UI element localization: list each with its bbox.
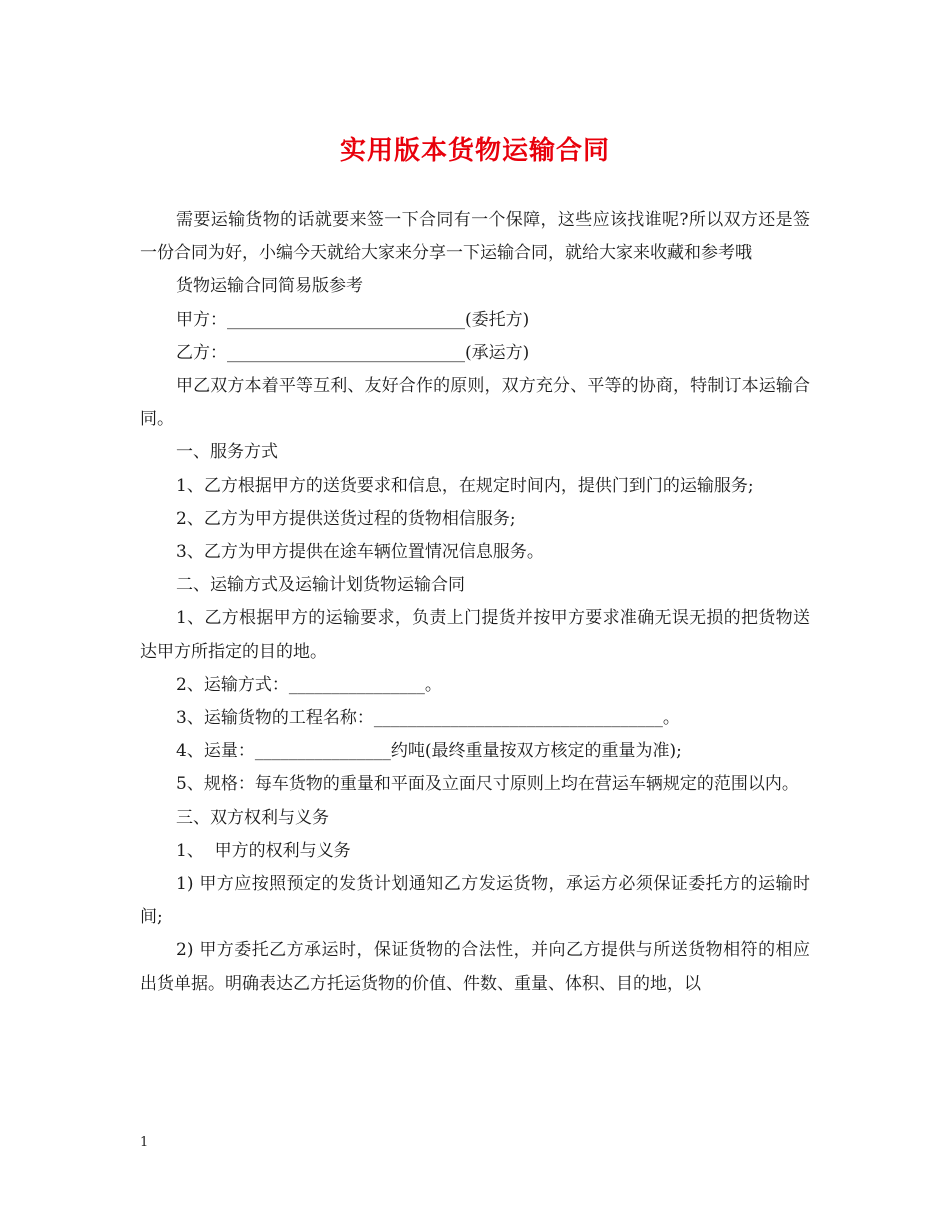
paragraph-principles: 甲乙双方本着平等互利、友好合作的原则，双方充分、平等的协商，特制订本运输合同。 <box>140 376 810 430</box>
transport-item-5: 5、规格：每车货物的重量和平面及立面尺寸原则上均在营运车辆规定的范围以内。 <box>176 774 799 795</box>
service-item-1: 1、乙方根据甲方的送货要求和信息，在规定时间内，提供门到门的运输服务; <box>176 475 754 496</box>
paragraph-subtitle: 货物运输合同简易版参考 <box>176 276 363 297</box>
transport-item-1: 1、乙方根据甲方的运输要求，负责上门提货并按甲方要求准确无误无损的把货物送达甲方所指定的目的地。 <box>140 608 810 662</box>
section-heading-service: 一、服务方式 <box>176 442 278 463</box>
section-heading-rights: 三、双方权利与义务 <box>176 807 329 828</box>
page-number: 1 <box>140 1135 149 1150</box>
paragraph-intro: 需要运输货物的话就要来签一下合同有一个保障，这些应该找谁呢?所以双方还是签一份合同为好，小编今天就给大家来分享一下运输合同，就给大家来收藏和参考哦 <box>140 210 810 264</box>
document-body <box>140 204 810 1001</box>
service-item-3: 3、乙方为甲方提供在途车辆位置情况信息服务。 <box>176 542 544 563</box>
rights-item-1: 1) 甲方应按照预定的发货计划通知乙方发运货物，承运方必须保证委托方的运输时间; <box>140 874 810 928</box>
party-b-line: 乙方：____________________________(承运方) <box>176 342 530 363</box>
party-a-line: 甲方：____________________________(委托方) <box>176 309 530 330</box>
transport-item-4: 4、运量：________________约吨(最终重量按双方核定的重量为准); <box>176 741 682 762</box>
transport-item-2: 2、运输方式：________________。 <box>176 674 442 695</box>
transport-item-3: 3、运输货物的工程名称：__________________________________。 <box>176 708 680 729</box>
service-item-2: 2、乙方为甲方提供送货过程的货物相信服务; <box>176 508 516 529</box>
rights-item-2: 2) 甲方委托乙方承运时，保证货物的合法性，并向乙方提供与所送货物相符的相应出货单据。明确表达乙方托运货物的价值、件数、重量、体积、目的地，以 <box>140 940 810 994</box>
rights-subheading-party-a: 1、 甲方的权利与义务 <box>176 840 351 861</box>
document-title: 实用版本货物运输合同 <box>339 136 610 166</box>
section-heading-transport: 二、运输方式及运输计划货物运输合同 <box>176 575 465 596</box>
